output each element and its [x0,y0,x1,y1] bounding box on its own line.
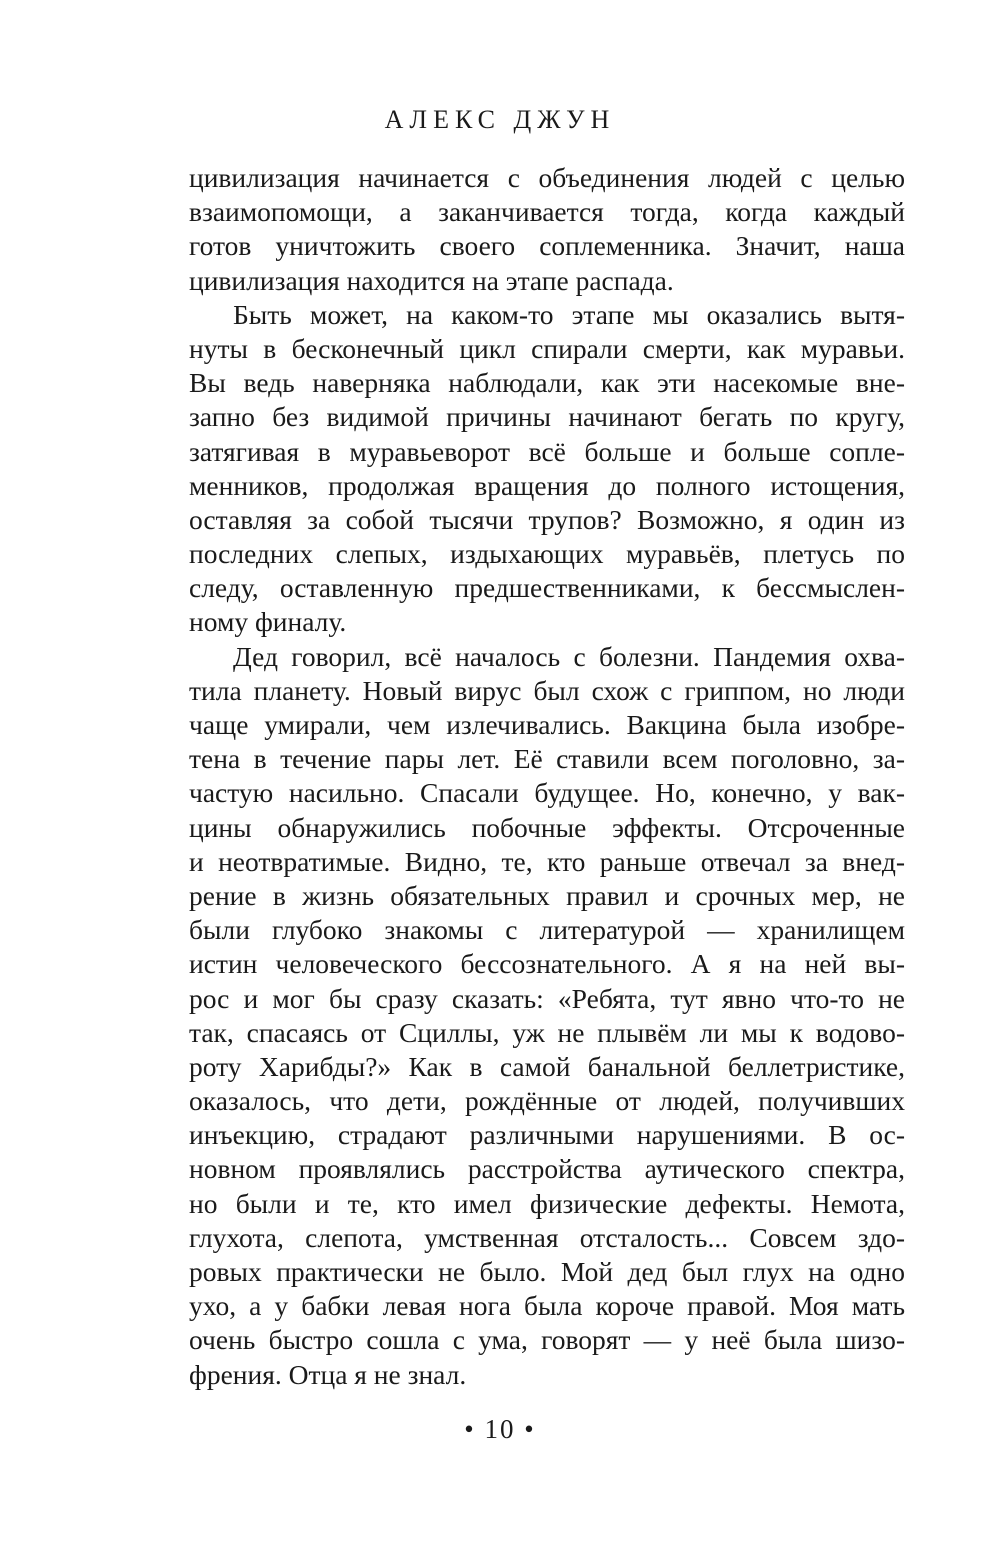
text-line: очень быстро сошла с ума, говорят — у неё была шизо- [189,1324,905,1356]
running-head: АЛЕКС ДЖУН [384,105,616,134]
text-line: оказалось, что дети, рождённые от людей, получивших [189,1085,905,1117]
text-line: цивилизация находится на этапе распада. [189,264,674,296]
text-line: инъекцию, страдают различными нарушениями. В ос- [189,1119,905,1151]
text-line: ному финалу. [189,606,347,638]
text-line: и неотвратимые. Видно, те, кто раньше отвечал за внед- [189,845,905,877]
text-line: оставляя за собой тысячи трупов? Возможно, я один из [189,503,905,535]
text-line: тила планету. Новый вирус был схож с гриппом, но люди [189,674,905,706]
text-line: Дед говорил, всё началось с болезни. Пандемия охва- [233,640,905,672]
text-line: глухота, слепота, умственная отсталость... Совсем здо- [189,1221,905,1253]
text-line: истин человеческого бессознательного. А я на ней вы- [189,948,905,980]
text-line: запно без видимой причины начинают бегать по кругу, [189,401,905,433]
text-line: частую насильно. Спасали будущее. Но, конечно, у вак- [189,777,905,809]
text-line: последних слепых, издыхающих муравьёв, плетусь по [189,538,905,570]
text-line: но были и те, кто имел физические дефекты. Немота, [189,1187,905,1219]
text-line: ровых практически не было. Мой дед был глух на одно [189,1256,905,1287]
text-line: цивилизация начинается с объединения людей с целью [189,162,905,193]
text-line: затягивая в муравьеворот всё больше и больше сопле- [189,435,905,467]
text-line: менников, продолжая вращения до полного истощения, [189,469,905,501]
paragraph [189,298,905,640]
text-line: рение в жизнь обязательных правил и срочных мер, не [189,879,905,911]
text-line: роту Харибды?» Как в самой банальной беллетристике, [189,1050,905,1082]
text-line: нуты в бесконечный цикл спирали смерти, как муравьи. [189,332,905,364]
text-line: были глубоко знакомы с литературой — хранилищем [189,914,905,946]
body-text [189,161,905,1392]
text-line: Вы ведь наверняка наблюдали, как эти насекомые вне- [189,367,905,399]
text-line: тена в течение пары лет. Её ставили всем поголовно, за- [189,743,905,775]
paragraph [189,161,905,298]
text-line: взаимопомощи, а заканчивается тогда, когда каждый [189,196,905,228]
text-line: рос и мог бы сразу сказать: «Ребята, тут явно что-то не [189,982,905,1014]
text-line: френия. Отца я не знал. [189,1358,467,1390]
text-line: Быть может, на каком-то этапе мы оказались вытя- [233,298,905,330]
text-line: так, спасаясь от Сциллы, уж не плывём ли мы к водово- [189,1016,905,1048]
page-number: • 10 • [464,1414,536,1444]
text-line: ухо, а у бабки левая нога была короче правой. Моя мать [189,1290,905,1322]
text-line: готов уничтожить своего соплеменника. Значит, наша [189,230,905,262]
text-line: чаще умирали, чем излечивались. Вакцина была изобре- [189,709,905,740]
paragraph [189,640,905,1392]
text-line: следу, оставленную предшественниками, к бессмыслен- [189,572,905,604]
text-line: новном проявлялись расстройства аутического спектра, [189,1153,905,1185]
text-line: цины обнаружились побочные эффекты. Отсроченные [189,811,905,843]
